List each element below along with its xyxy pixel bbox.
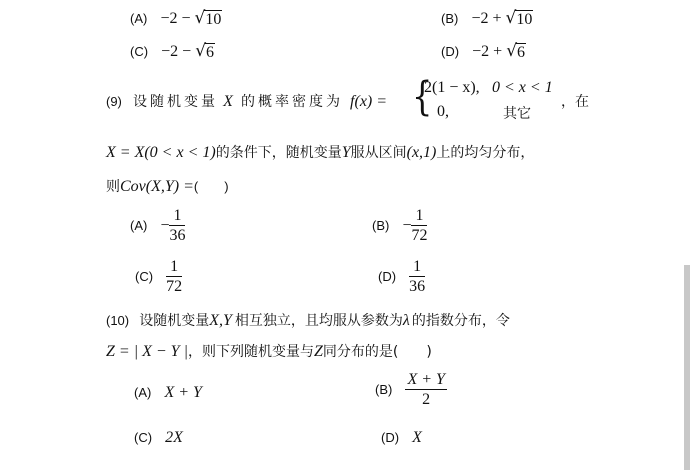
q9-line3-math: Cov(X,Y) = — [120, 178, 194, 195]
q8-option-d-label: (D) — [441, 44, 460, 59]
q10-option-d-expr: X — [412, 429, 422, 446]
q8-option-d-prefix: −2 + — [472, 43, 507, 60]
q9-intro2: 的概率密度为 — [240, 94, 343, 110]
q9-option-d-numerator: 1 — [409, 258, 425, 277]
q9-option-b-fraction — [411, 207, 427, 244]
q9-stem-line1 — [106, 91, 387, 111]
q9-option-c-label: (C) — [135, 269, 154, 284]
q9-option-c-denominator: 72 — [166, 278, 183, 295]
q9-option-d — [378, 258, 425, 295]
q8-option-c-radicand: 6 — [206, 43, 215, 61]
q9-option-b-denominator: 72 — [411, 227, 428, 244]
q10-option-d — [381, 427, 422, 447]
q9-option-a-label: (A) — [130, 218, 148, 233]
q9-intro: 设随机变量 — [132, 94, 218, 110]
q8-option-a-sqrt: √ 10 — [194, 7, 222, 28]
q8-option-d-sqrt: √ 6 — [506, 40, 526, 61]
q9-option-b-label: (B) — [372, 218, 390, 233]
q10-lambda: λ — [402, 312, 410, 329]
q9-case2-cond: 其它 — [503, 106, 531, 122]
q10-option-d-label: (D) — [381, 430, 400, 445]
q9-option-c-fraction — [166, 258, 182, 295]
q9-number: (9) — [106, 94, 122, 109]
q10-line2-math: Z = | X − Y | — [106, 343, 188, 360]
q8-option-a-label: (A) — [130, 11, 148, 26]
q9-option-d-denominator: 36 — [409, 278, 426, 295]
q9-option-d-label: (D) — [378, 269, 397, 284]
q9-option-c-numerator: 1 — [166, 258, 182, 277]
q9-option-c — [135, 258, 182, 295]
q10-option-c-expr: 2X — [165, 429, 183, 446]
q10-option-c-label: (C) — [134, 430, 153, 445]
q9-line2-interval: (x,1) — [406, 144, 437, 161]
q8-option-b-sqrt: √ 10 — [505, 7, 533, 28]
q9-option-a-fraction — [169, 207, 185, 244]
q9-var-x: X — [223, 93, 233, 110]
q9-option-b-sign: − — [402, 216, 412, 234]
q9-line3-blank: ( ) — [193, 179, 229, 194]
q8-option-c-label: (C) — [130, 44, 149, 59]
q8-option-c-sqrt: √ 6 — [195, 40, 215, 61]
q8-option-b-prefix: −2 + — [471, 10, 506, 27]
q9-line2-text: 的条件下，随机变量 — [215, 145, 342, 161]
q8-option-a — [130, 8, 222, 28]
q10-option-b-label: (B) — [375, 382, 393, 397]
q10-option-b-denominator: 2 — [422, 391, 431, 408]
q9-option-b — [372, 207, 427, 244]
q10-stem-line1 — [106, 310, 510, 330]
q10-option-a-expr: X + Y — [164, 384, 202, 401]
q10-line2-z: Z — [313, 343, 323, 360]
vertical-scrollbar[interactable] — [684, 265, 690, 470]
q9-option-a-sign: − — [160, 216, 170, 234]
q9-option-a-denominator: 36 — [169, 227, 186, 244]
q8-option-b — [441, 8, 533, 28]
q8-option-c — [130, 41, 215, 61]
q10-option-a-label: (A) — [134, 385, 152, 400]
q10-intro: 设随机变量 — [139, 313, 210, 329]
q9-case2-expr: 0, — [437, 103, 449, 120]
q10-option-b-numerator: X + Y — [407, 371, 445, 388]
q10-vars: X,Y — [209, 312, 232, 329]
q10-stem-line2 — [106, 341, 432, 361]
q9-line2-text2: 服从区间 — [350, 145, 407, 161]
q8-option-a-prefix: −2 − — [160, 10, 195, 27]
q9-fx: f(x) = — [350, 93, 388, 110]
q9-after: ，在 — [561, 94, 589, 110]
q9-stem-line3 — [106, 176, 229, 196]
q10-option-a — [134, 382, 202, 402]
q9-line2-text3: 上的均匀分布， — [436, 145, 535, 161]
q9-option-b-numerator: 1 — [411, 207, 427, 226]
q10-intro2: 相互独立，且均服从参数为 — [234, 313, 403, 329]
q9-case1-expr: 2(1 − x), — [424, 79, 480, 96]
q9-stem-line2 — [106, 142, 534, 162]
q9-piecewise-brace: { — [412, 74, 433, 120]
q9-line3-text: 则 — [106, 179, 120, 195]
q9-line2-math: X = X(0 < x < 1) — [106, 144, 216, 161]
q8-option-a-radicand: 10 — [205, 10, 222, 28]
q10-option-c — [134, 427, 183, 447]
q10-intro3: 的指数分布，令 — [411, 313, 510, 329]
q9-line2-y: Y — [341, 144, 351, 161]
q10-line2-text2: 同分布的是( ) — [322, 344, 432, 360]
q9-option-d-fraction — [409, 258, 425, 295]
q10-option-b-fraction — [405, 371, 446, 408]
q8-option-d-radicand: 6 — [517, 43, 526, 61]
q8-option-d — [441, 41, 526, 61]
q9-option-a-numerator: 1 — [169, 207, 185, 226]
q9-case1-cond: 0 < x < 1 — [492, 79, 553, 96]
q10-option-b — [375, 371, 447, 408]
q10-line2-text: ，则下列随机变量与 — [187, 344, 314, 360]
q8-option-c-prefix: −2 − — [161, 43, 196, 60]
q10-number: (10) — [106, 313, 130, 328]
q9-option-a — [130, 207, 185, 244]
q8-option-b-label: (B) — [441, 11, 459, 26]
q8-option-b-radicand: 10 — [516, 10, 533, 28]
